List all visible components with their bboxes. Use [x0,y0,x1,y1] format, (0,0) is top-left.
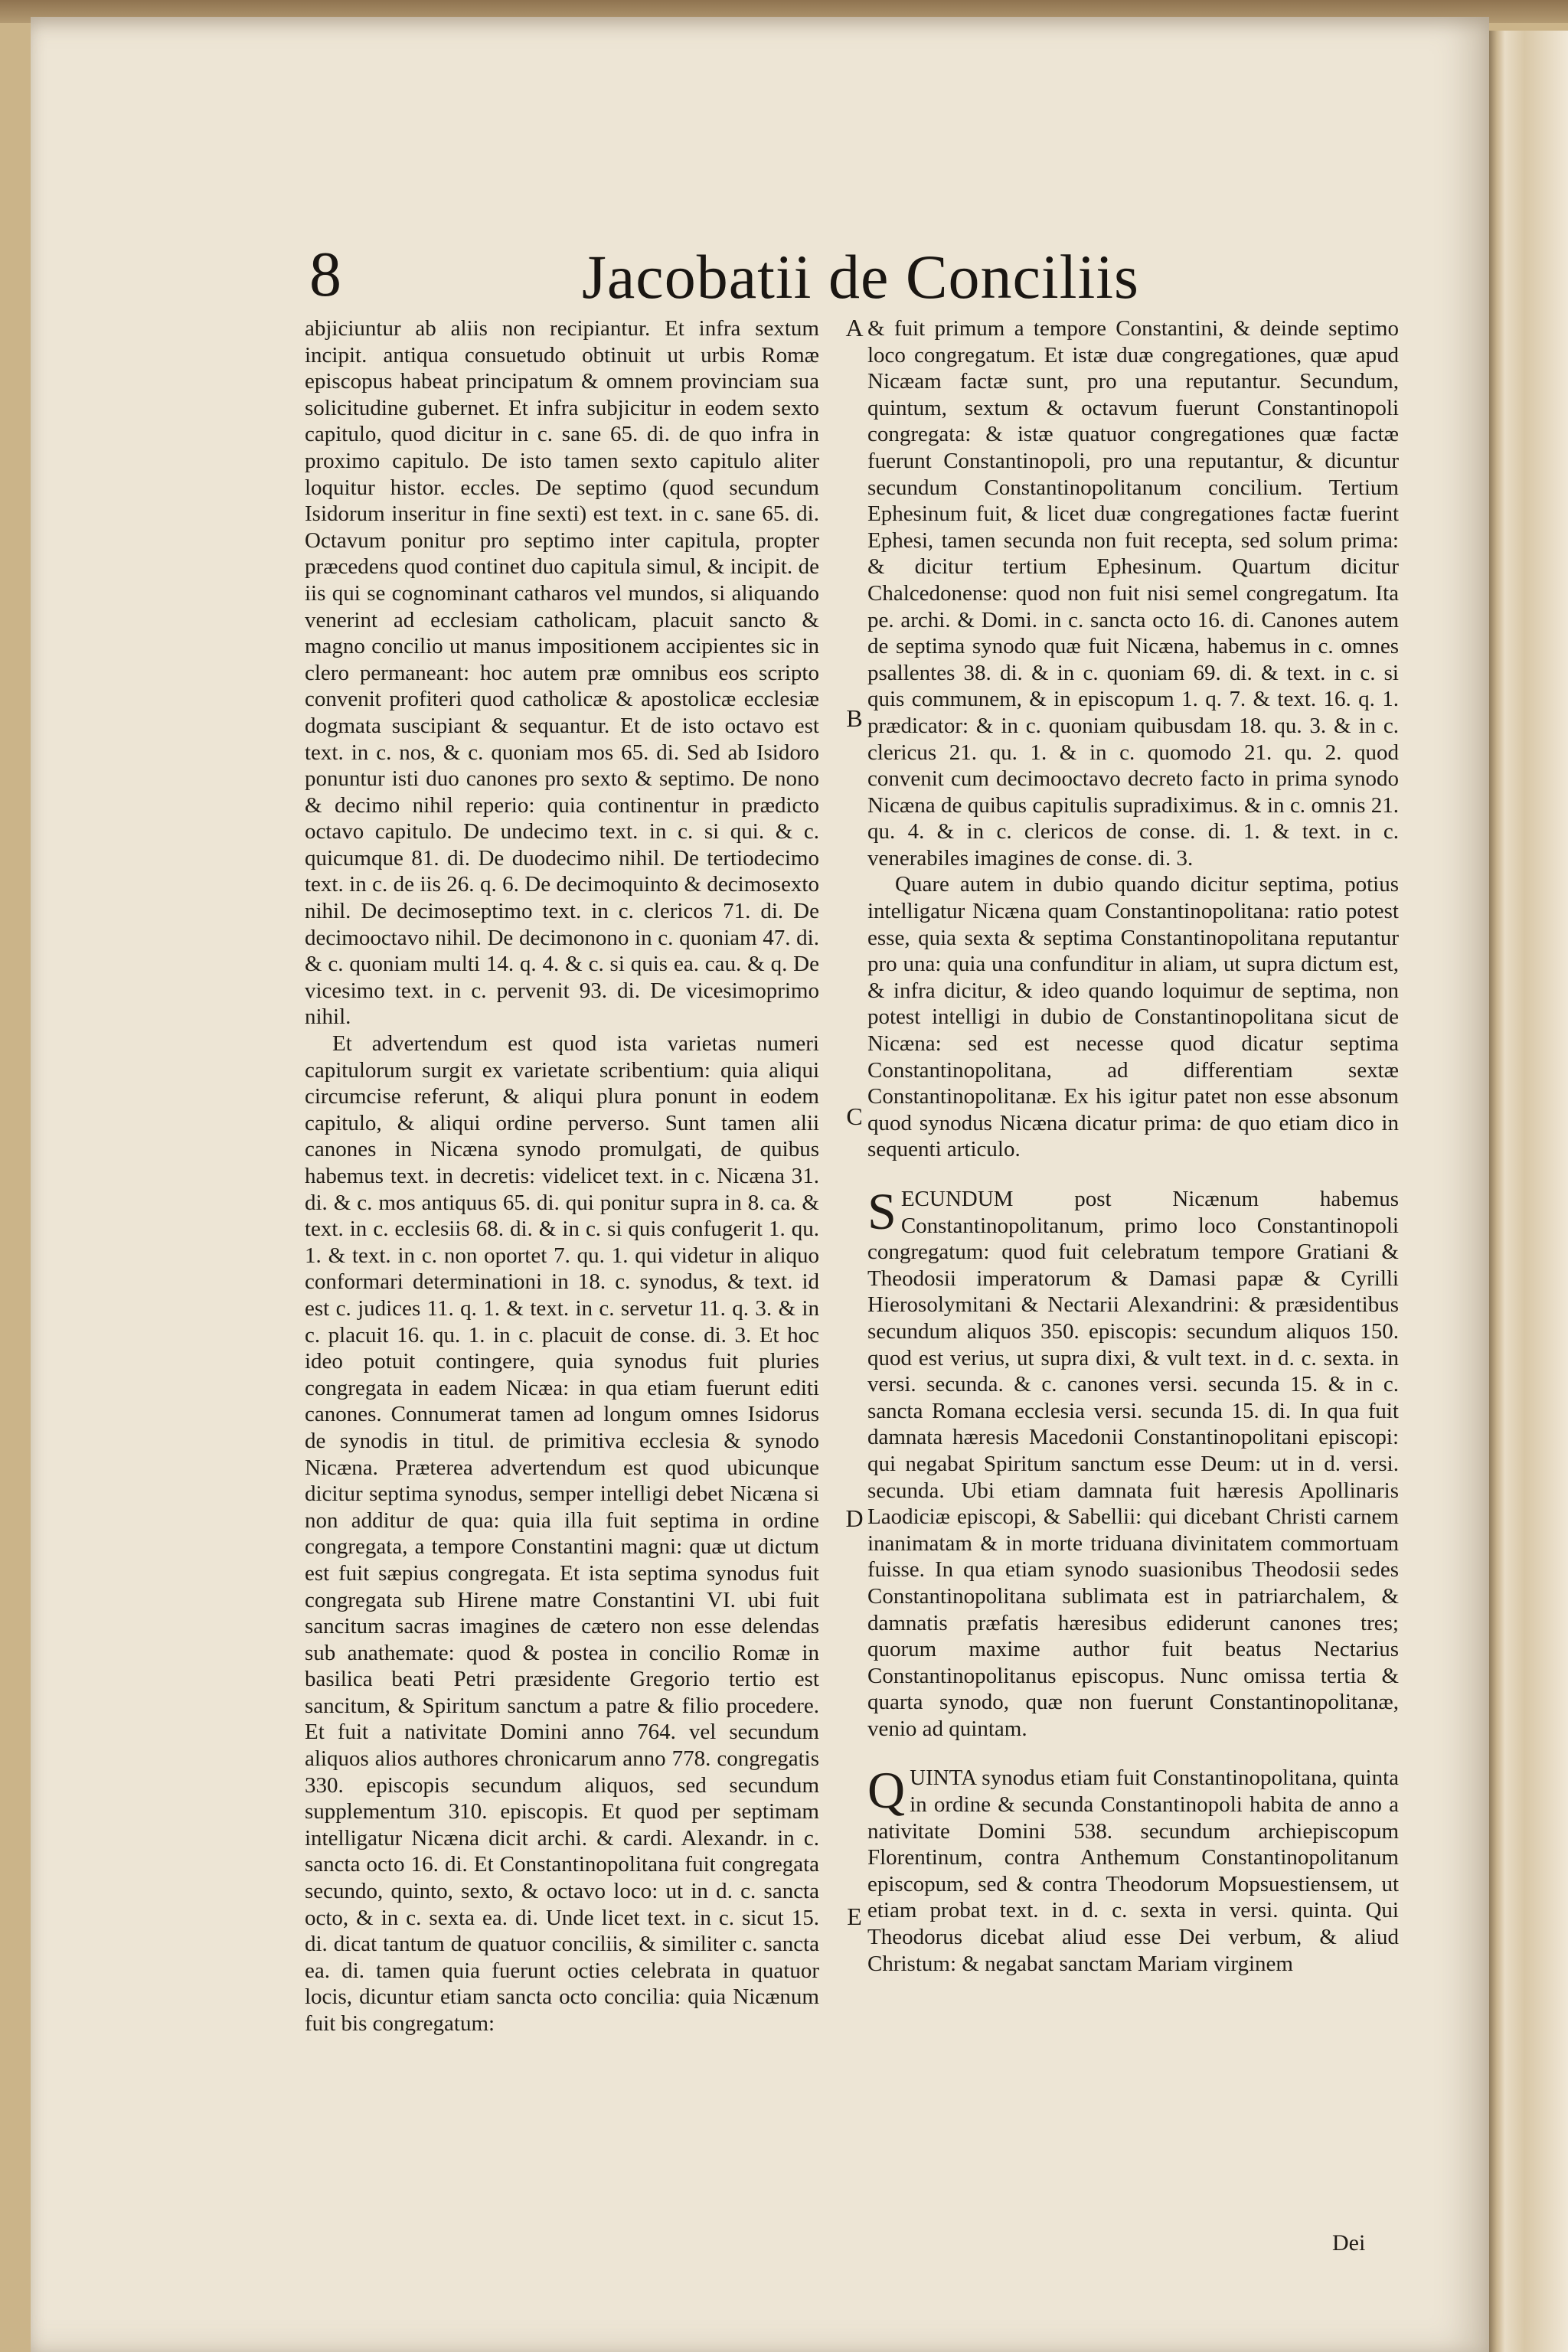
quinta-text: UINTA synodus etiam fuit Constantinopolitana, quinta in ordine & secunda Constantinopoli habita de anno a nativitate Domini 538. secundum archiepiscopum Florentinum, contra Anthemum Constantinopolitanum episcopum, sed & contra Theodorum Mopsuestiensem, ut etiam probat text. in d. c. sexta in versi. quinta. Qui Theodorus dicebat aliud esse Dei verbum, & aliud Christum: & negabat sanctam Mariam virginem [867,1766,1399,1976]
page-number: 8 [309,239,341,310]
drop-cap-s: S [867,1182,897,1240]
right-column [867,315,1399,1977]
margin-letter-c: C [846,1102,863,1130]
quinta-paragraph [867,1761,1399,1977]
margin-letter-d: D [845,1504,864,1532]
left-column [305,315,819,2037]
margin-letter-b: B [846,704,863,732]
running-title: Jacobatii de Conciliis [582,242,1139,312]
left-paragraph-2: Et advertendum est quod ista varietas numeri capitulorum surgit ex varietate scribentium: quia aliqui circumcise referunt, & aliqui plura ponunt in eodem capitulo, & aliqui ordine perverso. Sunt tamen alii canones in Nicæna synodo promulgati, de quibus habemus text. in decretis: videlicet text. in c. Nicæna 31. di. & c. mos antiquus 65. di. qui ponitur supra in 8. ca. & text. in c. ecclesiis 68. di. & in c. si quis confugerit 1. qu. 1. & text. in c. non oportet 7. qu. 1. qui videtur in aliquo conformari determinationi in 18. c. synodus, & text. id est c. judices 11. q. 1. & text. in c. servetur 11. q. 3. & in c. placuit 16. qu. 1. in c. placuit de conse. di. 3. Et hoc ideo potuit contingere, quia synodus fuit pluries congregata in eadem Nicæa: in qua etiam fuerunt editi canones. Connumerat tamen ad longum omnes Isidorus de synodis in titul. de primitiva ecclesia & synodo Nicæna. Præterea advertendum est quod ubicunque dicitur septima synodus, semper intelligi debet Nicæna si non additur de qua: quia illa fuit septima in ordine congregata, a tempore Constantini magni: quæ ut dictum est fuit sæpius congregata. Et ista septima synodus fuit congregata sub Hirene matre Constantini VI. ubi fuit sancitum sacras imagines de cætero non esse delendas sub anathemate: quod & postea in concilio Romæ in basilica beati Petri præsidente Gregorio tertio est sancitum, & Spiritum sanctum a patre & filio procedere. Et fuit a nativitate Domini anno 764. vel secundum aliquos alios authores chronicarum anno 778. congregatis 330. episcopis secundum aliquos, sed secundum supplementum 310. episcopis. Et quod per septimam intelligatur Nicæna dicit archi. & cardi. Alexandr. in c. sancta octo 16. di. Et Constantinopolitana fuit congregata secundo, quinto, sexto, & octavo loco: ut in d. c. sancta octo, & in c. sexta ea. di. Unde licet text. in c. sicut 15. di. dicat tantum de quatuor conciliis, & similiter c. sancta ea. di. tamen quia fuerunt octies celebrata in quatuor locis, dicuntur etiam sancta octo concilia: quia Nicænum fuit bis congregatum: [305,1031,819,2036]
catchword: Dei [1332,2230,1366,2256]
secundum-text: ECUNDUM post Nicænum habemus Constantinopolitanum, primo loco Constantinopoli congregatum: quod fuit celebratum tempore Gratiani & Theodosii imperatorum & Damasi papæ & Cyrilli Hierosolymitani & Nectarii Alexandrini: & præsidentibus secundum aliquos 350. episcopis: secundum aliquos 150. quod est verius, ut supra dixi, & vult text. in d. c. sexta. in versi. secunda. & c. canones versi. secunda 15. & in c. sancta Romana ecclesia versi. secunda 15. di. In qua fuit damnata hæresis Macedonii Constantinopolitani episcopi: qui negabat Spiritum sanctum esse Deum: ut in d. versi. secunda. Ubi etiam damnata fuit hæresis Apollinaris Laodiciæ episcopi, & Sabellii: qui dicebant Christi carnem inanimatam & in morte triduana divinitatem commortuam fuisse. In qua etiam synodo suasionibus Theodosii sedes Constantinopolitana sublimata est in patriarchalem, & damnatis præfatis hæresibus ediderunt canones tres; quorum maxime author fuit beatus Nectarius Constantinopolitanus episcopus. Nunc omissa tertia & quarta synodo, quæ non fuerunt Constantinopolitanæ, venio ad quintam. [867,1187,1399,1741]
right-paragraph-1: & fuit primum a tempore Constantini, & deinde septimo loco congregatum. Et istæ duæ congregationes, quæ apud Nicæam factæ sunt, pro una reputantur. Secundum, quintum, sextum & octavum fuerunt Constantinopoli congregata: & istæ quatuor congregationes quæ factæ fuerunt Constantinopoli, pro una reputantur, & dicuntur secundum Constantinopolitanum concilium. Tertium Ephesinum fuit, & licet duæ congregationes factæ fuerint Ephesi, tamen secunda non fuit recepta, sed solum prima: & dicitur tertium Ephesinum. Quartum dicitur Chalcedonense: quod non fuit nisi semel congregatum. Ita pe. archi. & Domi. in c. sancta octo 16. di. Canones autem de septima synodo quæ fuit Nicæna, habemus in c. omnes psallentes 38. di. & in c. quoniam 69. di. & text. in c. si quis communem, & in episcopum 1. q. 7. & text. 16. q. 1. prædicator: & in c. quoniam quibusdam 18. qu. 3. & in c. clericus 21. qu. 1. & in c. quomodo 21. qu. 2. quod convenit cum decimooctavo decreto facto in prima synodo Nicæna de quibus capitulis supradiximus. & in c. omnis 21. qu. 4. & in c. clericos de conse. di. 1. & text. in c. venerabiles imagines de conse. di. 3. [867,316,1399,871]
drop-cap-q: Q [867,1761,906,1820]
margin-letter-e: E [847,1903,862,1930]
margin-letter-a: A [845,314,864,341]
page-edge-right [1489,31,1568,2352]
secundum-paragraph [867,1182,1399,1742]
left-paragraph-1: abjiciuntur ab aliis non recipiantur. Et infra sextum incipit. antiqua consuetudo obtinuit ut urbis Romæ episcopus habeat principatum & omnem provinciam sua solicitudine gubernet. Et infra subjicitur in eodem sexto capitulo, quod dicitur in c. sane 65. di. de quo infra in proximo capitulo. De isto tamen sexto capitulo aliter loquitur histor. eccles. De septimo (quod secundum Isidorum inseritur in fine sexti) est text. in c. sane 65. di. Octavum ponitur pro septimo inter capitula, propter præcedens quod continet duo capitula simul, & incipit. de iis qui se cognominant catharos vel mundos, si aliquando venerint ad ecclesiam catholicam, placuit sancto & magno concilio ut manus impositionem accipientes sic in clero permaneant: hoc autem præ omnibus eos scripto convenit profiteri quod catholicæ & apostolicæ ecclesiæ dogmata suscipiant & sequantur. Et de isto octavo est text. in c. nos, & c. quoniam mos 65. di. Sed ab Isidoro ponuntur isti duo canones pro sexto & septimo. De nono & decimo nihil reperio: quia continentur in prædicto octavo capitulo. De undecimo text. in c. si qui. & c. quicumque 81. di. De duodecimo nihil. De tertiodecimo text. in c. de iis 26. q. 6. De decimoquinto & decimosexto nihil. De decimoseptimo text. in c. clericos 71. di. De decimooctavo nihil. De decimonono in c. quoniam 47. di. & c. quoniam multi 14. q. 4. & c. si quis ea. cau. & q. De vicesimo text. in c. pervenit 93. di. De vicesimoprimo nihil. [305,316,819,1030]
right-paragraph-2: Quare autem in dubio quando dicitur septima, potius intelligatur Nicæna quam Constantinopolitana: ratio potest esse, quia sexta & septima Constantinopolitana reputantur pro una: quia una confunditur in aliam, ut supra dictum est, & infra dicitur, & ideo quando loquimur de septima, non potest intelligi in dubio de Constantinopolitana sicut de Nicæna: sed est necesse quod dicatur septima Constantinopolitana, ad differentiam sextæ Constantinopolitanæ. Ex his igitur patet non esse absonum quod synodus Nicæna dicatur prima: de quo etiam dico in sequenti articulo. [867,872,1399,1162]
